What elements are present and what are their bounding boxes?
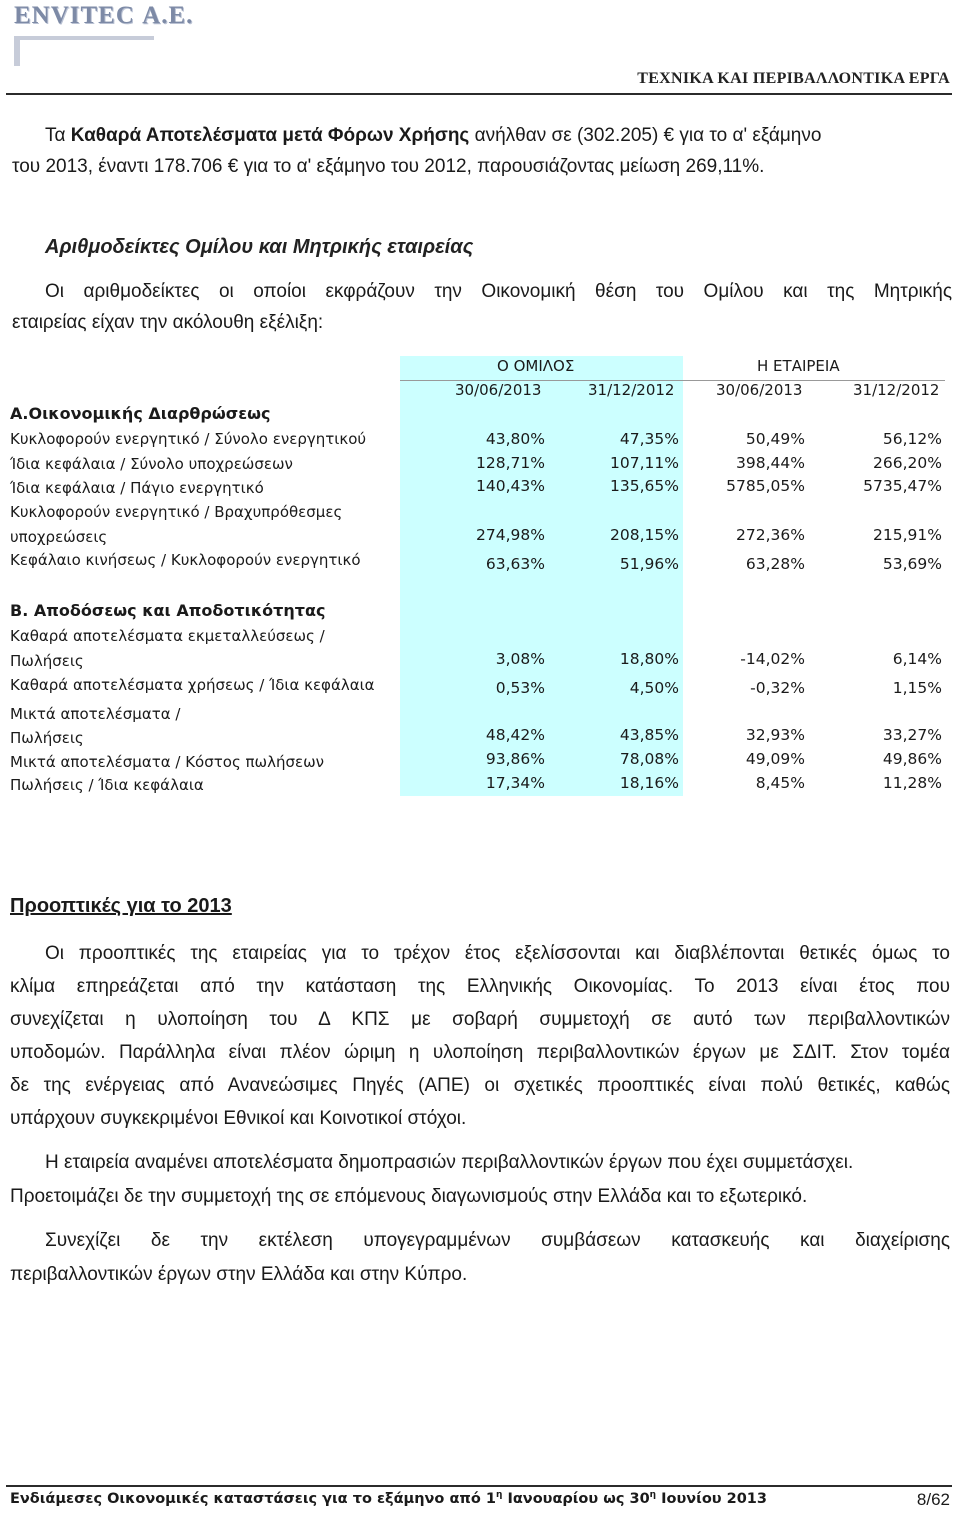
row-label: Μικτά αποτελέσματα / Κόστος πωλήσεων bbox=[10, 753, 325, 771]
prospects-line: Προετοιμάζει δε την συμμετοχή της σε επόμενους διαγωνισμούς στην Ελλάδα και το εξωτερικό. bbox=[10, 1186, 808, 1207]
value-cell: 266,20% bbox=[873, 454, 942, 472]
ratios-heading: Αριθμοδείκτες Ομίλου και Μητρικής εταιρείας bbox=[45, 236, 474, 258]
prospects-line: δε της ενέργειας από Ανανεώσιμες Πηγές (ΑΠΕ) οι σχετικές προοπτικές είναι πολύ θετικές, καθώς bbox=[10, 1075, 950, 1096]
row-label: Πωλήσεις bbox=[10, 729, 84, 747]
value-cell: 135,65% bbox=[610, 477, 679, 495]
prospects-line: περιβαλλοντικών έργων στην Ελλάδα και στην Κύπρο. bbox=[10, 1264, 468, 1285]
prospects-line: κλίμα επηρεάζεται από την κατάσταση της Ελληνικής Οικονομίας. Το 2013 είναι έτος που bbox=[10, 976, 950, 997]
value-cell: 274,98% bbox=[476, 526, 545, 544]
ratios-intro-line: εταιρείας είχαν την ακόλουθη εξέλιξη: bbox=[12, 312, 324, 333]
logo-text: ENVITEC Α.Ε. bbox=[14, 2, 194, 29]
value-cell: -0,32% bbox=[750, 679, 805, 697]
page-number: 8/62 bbox=[916, 1490, 950, 1509]
value-cell: 1,15% bbox=[892, 679, 942, 697]
value-cell: 398,44% bbox=[736, 454, 805, 472]
logo-bar bbox=[14, 40, 20, 66]
footer-text bbox=[10, 1490, 767, 1507]
value-cell: 63,63% bbox=[485, 555, 545, 573]
prospects-line: Η εταιρεία αναμένει αποτελέσματα δημοπρασιών περιβαλλοντικών έργων που έχει συμμετάσχει. bbox=[45, 1152, 854, 1173]
prospects-line: συνεχίζεται η υλοποίηση του Δ ΚΠΣ με σοβαρή συμμετοχή σε αυτό των περιβαλλοντικών bbox=[10, 1009, 950, 1030]
row-label: Μικτά αποτελέσματα / bbox=[10, 705, 181, 723]
value-cell: 4,50% bbox=[629, 679, 679, 697]
date-header: 31/12/2012 bbox=[853, 381, 940, 399]
value-cell: 11,28% bbox=[882, 774, 942, 792]
footer-text-part: Ιουνίου 2013 bbox=[656, 1490, 767, 1507]
value-cell: 18,80% bbox=[619, 650, 679, 668]
intro-text: Τα bbox=[45, 125, 71, 146]
company-header: Η ΕΤΑΙΡΕΙΑ bbox=[757, 357, 840, 375]
value-cell: 18,16% bbox=[619, 774, 679, 792]
intro-bold-text: Καθαρά Αποτελέσματα μετά Φόρων Χρήσης bbox=[70, 125, 470, 146]
value-cell: 49,09% bbox=[745, 750, 805, 768]
value-cell: 43,85% bbox=[619, 726, 679, 744]
row-label: υποχρεώσεις bbox=[10, 528, 108, 546]
value-cell: 43,80% bbox=[485, 430, 545, 448]
row-label: Ίδια κεφάλαια / Σύνολο υποχρεώσεων bbox=[10, 455, 293, 473]
footer-text-part: Ενδιάμεσες Οικονομικές καταστάσεις για το εξάμηνο από 1 bbox=[10, 1490, 496, 1507]
value-cell: 78,08% bbox=[619, 750, 679, 768]
section-b-title: Β. Αποδόσεως και Αποδοτικότητας bbox=[10, 601, 326, 620]
value-cell: 33,27% bbox=[882, 726, 942, 744]
prospects-title: Προοπτικές για το 2013 bbox=[10, 895, 232, 917]
prospects-line: υπάρχουν συγκεκριμένοι Εθνικοί και Κοινοτικοί στόχοι. bbox=[10, 1108, 467, 1129]
value-cell: 53,69% bbox=[882, 555, 942, 573]
value-cell: 128,71% bbox=[476, 454, 545, 472]
intro-paragraph bbox=[12, 120, 952, 182]
prospects-line: Συνεχίζει δε την εκτέλεση υπογεγραμμένων συμβάσεων κατασκευής και διαχείρισης bbox=[45, 1230, 950, 1251]
prospects-paragraph bbox=[10, 1146, 950, 1214]
row-label: Καθαρά αποτελέσματα χρήσεως / Ίδια κεφάλαια bbox=[10, 676, 375, 694]
value-cell: 8,45% bbox=[755, 774, 805, 792]
row-label: Κυκλοφορούν ενεργητικό / Σύνολο ενεργητικού bbox=[10, 430, 367, 448]
value-cell: 49,86% bbox=[882, 750, 942, 768]
value-cell: 140,43% bbox=[476, 477, 545, 495]
section-a-title: Α.Οικονομικής Διαρθρώσεως bbox=[10, 404, 271, 423]
value-cell: 5785,05% bbox=[726, 477, 805, 495]
value-cell: 32,93% bbox=[745, 726, 805, 744]
row-label: Πωλήσεις / Ίδια κεφάλαια bbox=[10, 776, 204, 794]
date-header: 30/06/2013 bbox=[455, 381, 542, 399]
intro-line: του 2013, έναντι 178.706 € για το α' εξάμηνο του 2012, παρουσιάζοντας μείωση 269,11%. bbox=[12, 156, 765, 177]
date-header: 31/12/2012 bbox=[588, 381, 675, 399]
footer-divider bbox=[6, 1485, 952, 1487]
header-divider bbox=[6, 93, 952, 95]
value-cell: 63,28% bbox=[745, 555, 805, 573]
prospects-paragraph bbox=[10, 937, 950, 1135]
value-cell: 50,49% bbox=[745, 430, 805, 448]
group-header: Ο ΟΜΙΛΟΣ bbox=[497, 357, 575, 375]
value-cell: 48,42% bbox=[485, 726, 545, 744]
value-cell: 56,12% bbox=[882, 430, 942, 448]
company-title: ΤΕΧΝΙΚΑ ΚΑΙ ΠΕΡΙΒΑΛΛΟΝΤΙΚΑ ΕΡΓΑ bbox=[637, 70, 950, 87]
value-cell: 5735,47% bbox=[863, 477, 942, 495]
value-cell: 51,96% bbox=[619, 555, 679, 573]
row-label: Πωλήσεις bbox=[10, 652, 84, 670]
date-header: 30/06/2013 bbox=[716, 381, 803, 399]
value-cell: 6,14% bbox=[892, 650, 942, 668]
footer-superscript: η bbox=[649, 1490, 657, 1500]
prospects-line: υποδομών. Παράλληλα είναι πλέον ώριμη η υλοποίηση περιβαλλοντικών έργων με ΣΔΙΤ. Στον τομέα bbox=[10, 1042, 950, 1063]
logo-bar bbox=[14, 36, 154, 40]
intro-text: ανήλθαν σε (302.205) € για το α' εξάμηνο bbox=[469, 125, 822, 146]
value-cell: 93,86% bbox=[485, 750, 545, 768]
row-label: Καθαρά αποτελέσματα εκμεταλλεύσεως / bbox=[10, 627, 325, 645]
value-cell: 3,08% bbox=[495, 650, 545, 668]
value-cell: 215,91% bbox=[873, 526, 942, 544]
ratios-intro-line: Οι αριθμοδείκτες οι οποίοι εκφράζουν την Οικονομική θέση του Ομίλου και της Μητρικής bbox=[45, 281, 952, 302]
footer-text-part: Ιανουαρίου ως 30 bbox=[502, 1490, 650, 1507]
value-cell: 47,35% bbox=[619, 430, 679, 448]
value-cell: -14,02% bbox=[740, 650, 805, 668]
value-cell: 0,53% bbox=[495, 679, 545, 697]
value-cell: 272,36% bbox=[736, 526, 805, 544]
prospects-paragraph bbox=[10, 1224, 950, 1292]
value-cell: 208,15% bbox=[610, 526, 679, 544]
footer-superscript: η bbox=[495, 1490, 503, 1500]
row-label: Ίδια κεφάλαια / Πάγιο ενεργητικό bbox=[10, 479, 264, 497]
value-cell: 107,11% bbox=[610, 454, 679, 472]
ratios-intro bbox=[12, 276, 952, 338]
prospects-line: Οι προοπτικές της εταιρείας για το τρέχον έτος εξελίσσονται και διαβλέπονται θετικές όμως το bbox=[45, 943, 950, 964]
intro-line bbox=[12, 120, 952, 151]
row-label: Κεφάλαιο κινήσεως / Κυκλοφορούν ενεργητικό bbox=[10, 551, 361, 569]
company-logo bbox=[14, 2, 194, 66]
value-cell: 17,34% bbox=[485, 774, 545, 792]
row-label: Κυκλοφορούν ενεργητικό / Βραχυπρόθεσμες bbox=[10, 503, 343, 521]
